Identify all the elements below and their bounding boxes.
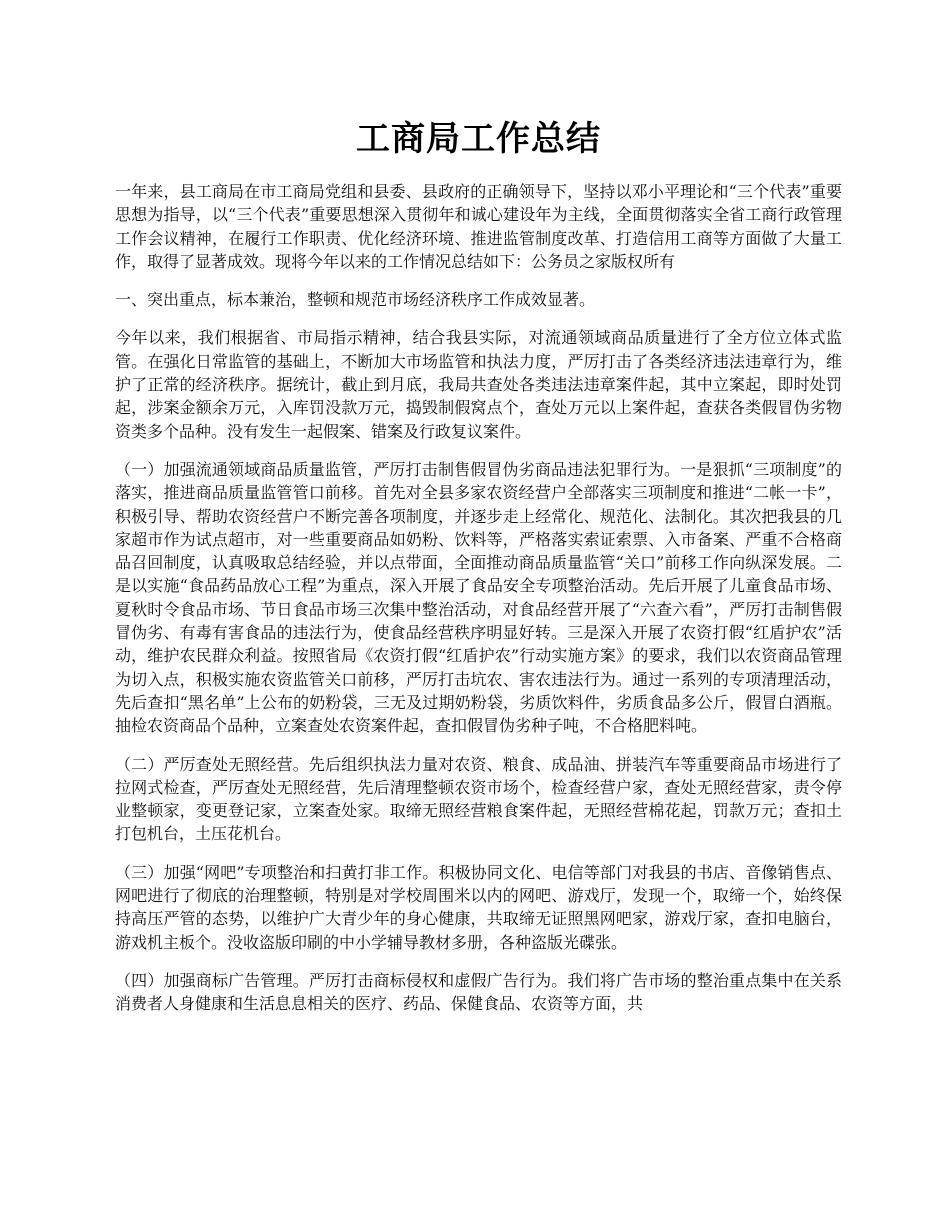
paragraph-section-2: （二）严厉查处无照经营。先后组织执法力量对农资、粮食、成品油、拼装汽车等重要商品市场进行了拉网式检查，严厉查处无照经营，先后清理整顿农资市场个，检查经营户家，查处无照经营家，责令停业整顿家，变更登记家，立案查处家。取缔无照经营粮食案件起，无照经营棉花起，罚款万元；查扣土打包机台，土压花机台。 bbox=[115, 754, 842, 844]
document-page bbox=[115, 0, 842, 1016]
section-heading-1: 一、突出重点，标本兼治，整顿和规范市场经济秩序工作成效显著。 bbox=[115, 290, 596, 310]
document-title: 工商局工作总结 bbox=[356, 119, 601, 159]
paragraph-section-3: （三）加强“网吧”专项整治和扫黄打非工作。积极协同文化、电信等部门对我县的书店、音像销售点、网吧进行了彻底的治理整顿，特别是对学校周围米以内的网吧、游戏厅，发现一个，取缔一个，始终保持高压严管的态势，以维护广大青少年的身心健康，共取缔无证照黑网吧家，游戏厅家，查扣电脑台，游戏机主板个。没收盗版印刷的中小学辅导教材多册，各种盗版光碟张。 bbox=[115, 862, 842, 952]
paragraph-intro: 一年来，县工商局在市工商局党组和县委、县政府的正确领导下，坚持以邓小平理论和“三个代表”重要思想为指导，以“三个代表”重要思想深入贯彻年和诚心建设年为主线，全面贯彻落实全省工商行政管理工作会议精神，在履行工作职责、优化经济环境、推进监管制度改革、打造信用工商等方面做了大量工作，取得了显著成效。现将今年以来的工作情况总结如下：公务员之家版权所有 bbox=[115, 182, 842, 271]
paragraph-section-4: （四）加强商标广告管理。严厉打击商标侵权和虚假广告行为。我们将广告市场的整治重点集中在关系消费者人身健康和生活息息相关的医疗、药品、保健食品、农资等方面，共 bbox=[115, 970, 842, 1014]
paragraph-section-1: （一）加强流通领域商品质量监管，严厉打击制售假冒伪劣商品违法犯罪行为。一是狠抓“三项制度”的落实，推进商品质量监管管口前移。首先对全县多家农资经营户全部落实三项制度和推进“二帐一卡”，积极引导、帮助农资经营户不断完善各项制度，并逐步走上经常化、规范化、法制化。其次把我县的几家超市作为试点超市，对一些重要商品如奶粉、饮料等，严格落实索证索票、入市备案、严重不合格商品召回制度，认真吸取总结经验，并以点带面，全面推动商品质量监管“关口”前移工作向纵深发展。二是以实施“食品药品放心工程”为重点，深入开展了食品安全专项整治活动。先后开展了儿童食品市场、夏秋时令食品市场、节日食品市场三次集中整治活动，对食品经营开展了“六查六看”，严厉打击制售假冒伪劣、有毒有害食品的违法行为，使食品经营秩序明显好转。三是深入开展了农资打假“红盾护农”活动，维护农民群众利益。按照省局《农资打假“红盾护农”行动实施方案》的要求，我们以农资商品管理为切入点，积极实施农资监管关口前移，严厉打击坑农、害农违法行为。通过一系列的专项清理活动，先后查扣“黑名单”上公布的奶粉袋，三无及过期奶粉袋，劣质饮料件，劣质食品多公斤，假冒白酒瓶。抽检农资商品个品种，立案查处农资案件起，查扣假冒伪劣种子吨，不合格肥料吨。 bbox=[115, 459, 842, 736]
paragraph-overview: 今年以来，我们根据省、市局指示精神，结合我县实际，对流通领域商品质量进行了全方位立体式监管。在强化日常监管的基础上，不断加大市场监管和执法力度，严厉打击了各类经济违法违章行为，维护了正常的经济秩序。据统计，截止到月底，我局共查处各类违法违章案件起，其中立案起，即时处罚起，涉案金额余万元，入库罚没款万元，捣毁制假窝点个，查处万元以上案件起，查获各类假冒伪劣物资类多个品种。没有发生一起假案、错案及行政复议案件。 bbox=[115, 328, 842, 441]
